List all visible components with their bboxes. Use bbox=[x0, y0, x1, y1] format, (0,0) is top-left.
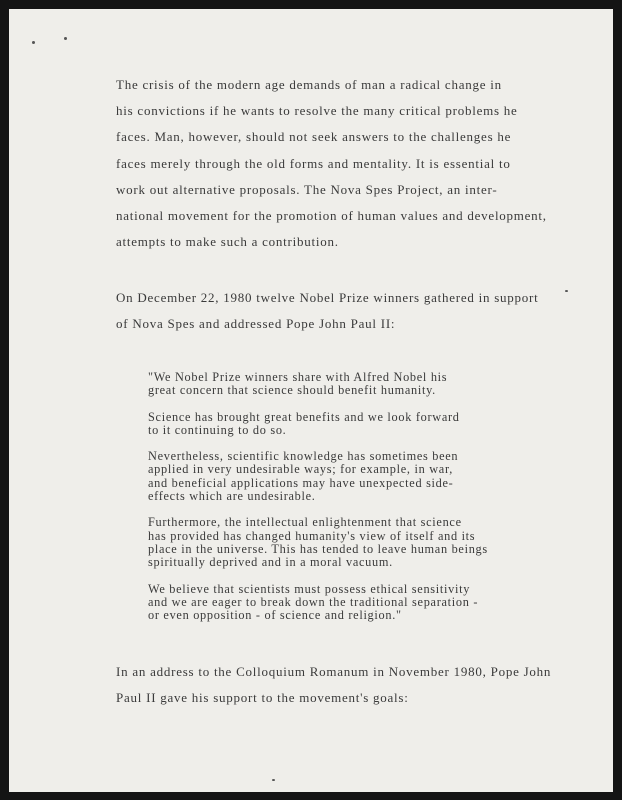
pope-paragraph bbox=[116, 665, 551, 717]
nobel-quote bbox=[148, 371, 488, 635]
quote-line: and beneficial applications may have unexpected side- bbox=[148, 475, 454, 490]
text-line: of Nova Spes and addressed Pope John Paul II: bbox=[116, 316, 396, 332]
text-line: On December 22, 1980 twelve Nobel Prize winners gathered in support bbox=[116, 290, 539, 305]
text-line: The crisis of the modern age demands of man a radical change in bbox=[116, 77, 502, 92]
intro-paragraph bbox=[116, 78, 547, 261]
quote-line: spiritually deprived and in a moral vacuum. bbox=[148, 555, 393, 570]
text-line: faces merely through the old forms and mentality. It is essential to bbox=[116, 155, 511, 171]
quote-line: great concern that science should benefit humanity. bbox=[148, 383, 436, 398]
quote-line: We believe that scientists must possess ethical sensitivity bbox=[148, 581, 471, 596]
quote-line: has provided has changed humanity's view of itself and its bbox=[148, 528, 476, 543]
text-line: national movement for the promotion of human values and development, bbox=[116, 207, 547, 223]
quote-line: to it continuing to do so. bbox=[148, 422, 287, 437]
nobel-paragraph bbox=[116, 291, 538, 343]
quote-line: or even opposition - of science and religion." bbox=[148, 608, 402, 623]
text-line: attempts to make such a contribution. bbox=[116, 234, 339, 250]
quote-line: "We Nobel Prize winners share with Alfred Nobel his bbox=[148, 370, 448, 384]
scan-speck bbox=[64, 37, 67, 40]
quote-line: Furthermore, the intellectual enlightenment that science bbox=[148, 515, 462, 530]
quote-line: Science has brought great benefits and we look forward bbox=[148, 409, 460, 424]
quote-line: Nevertheless, scientific knowledge has sometimes been bbox=[148, 449, 459, 464]
quote-line: place in the universe. This has tended to leave human beings bbox=[148, 541, 488, 556]
text-line: his convictions if he wants to resolve the many critical problems he bbox=[116, 103, 518, 119]
scan-speck bbox=[272, 779, 275, 781]
quote-line: applied in very undesirable ways; for example, in war, bbox=[148, 462, 454, 477]
document-page bbox=[9, 9, 613, 792]
text-line: In an address to the Colloquium Romanum in November 1980, Pope John bbox=[116, 664, 552, 679]
scan-speck bbox=[32, 41, 35, 44]
text-line: Paul II gave his support to the movement's goals: bbox=[116, 690, 409, 706]
quote-line: and we are eager to break down the traditional separation - bbox=[148, 594, 479, 609]
scan-speck bbox=[565, 290, 568, 292]
text-line: faces. Man, however, should not seek answers to the challenges he bbox=[116, 129, 512, 145]
quote-line: effects which are undesirable. bbox=[148, 489, 316, 504]
text-line: work out alternative proposals. The Nova Spes Project, an inter- bbox=[116, 181, 498, 197]
